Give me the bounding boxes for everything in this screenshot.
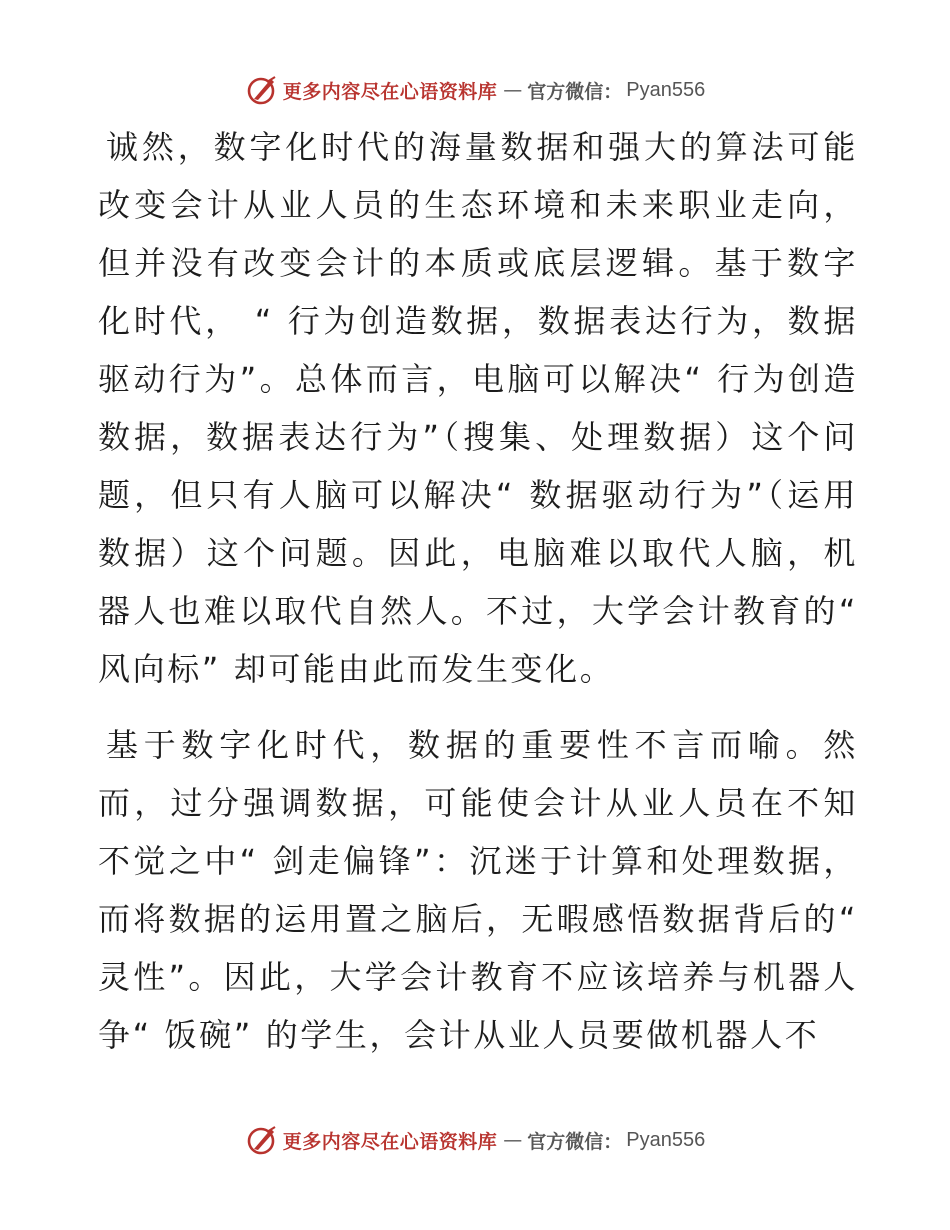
paragraph-2: 基于数字化时代，数据的重要性不言而喻。然而，过分强调数据，可能使会计从业人员在不知不觉之中“ 剑走偏锋”：沉迷于计算和处理数据，而将数据的运用置之脑后，无暇感悟数据背后的“ 灵性”。因此，大学会计教育不应该培养与机器人争“ 饭碗” 的学生，会计从业人员要做机器人不 — [98, 726, 858, 1054]
header-dash: — — [503, 79, 522, 101]
header-wechat-id: Pyan556 — [626, 78, 706, 101]
document-body — [98, 118, 858, 1064]
footer-wechat-id: Pyan556 — [626, 1128, 706, 1151]
quill-logo-icon — [245, 1123, 279, 1157]
footer-dash: — — [503, 1129, 522, 1151]
header-brand-text: 更多内容尽在心语资料库 — [282, 80, 498, 103]
header-wechat-label: 官方微信： — [527, 80, 623, 103]
footer-brand-text: 更多内容尽在心语资料库 — [282, 1130, 498, 1153]
paragraph-1: 诚然，数字化时代的海量数据和强大的算法可能改变会计从业人员的生态环境和未来职业走向，但并没有改变会计的本质或底层逻辑。基于数字化时代， “ 行为创造数据，数据表达行为，数据驱动行为”。总体而言，电脑可以解决“ 行为创造数据，数据表达行为”（搜集、处理数据）这个问题，但只有人脑可以解决“ 数据驱动行为”（运用数据）这个问题。因此，电脑难以取代人脑，机器人也难以取代自然人。不过，大学会计教育的“ 风向标” 却可能由此而发生变化。 — [98, 128, 858, 688]
footer-banner — [0, 1120, 950, 1160]
header-banner — [0, 70, 950, 110]
footer-wechat-label: 官方微信： — [527, 1130, 623, 1153]
quill-logo-icon — [245, 73, 279, 107]
